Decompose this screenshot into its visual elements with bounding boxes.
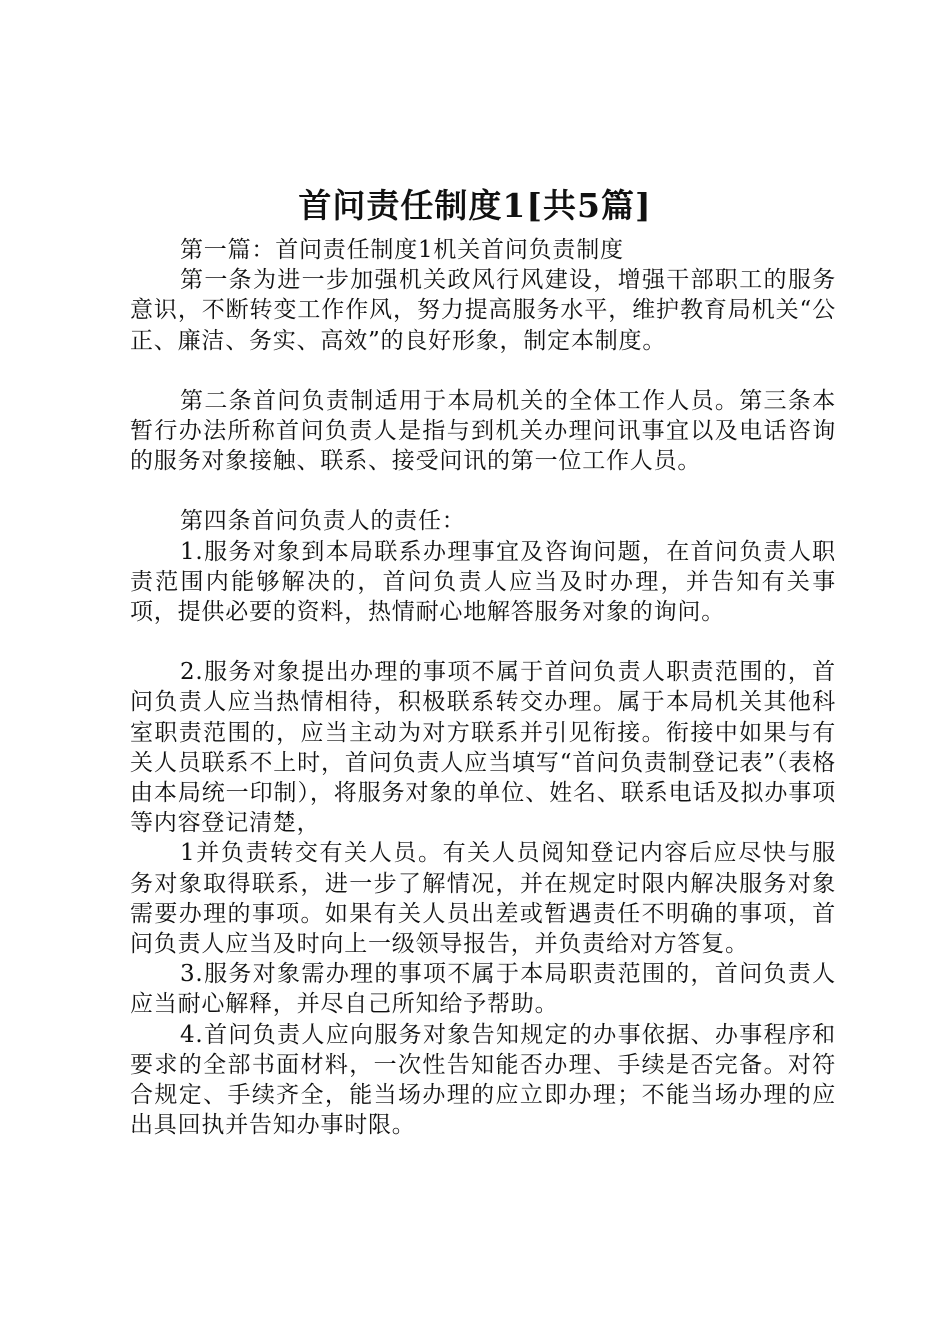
paragraph-item-4: 4.首问负责人应向服务对象告知规定的办事依据、办事程序和要求的全部书面材料，一次性告知能否办理、手续是否完备。对符合规定、手续齐全，能当场办理的应立即办理；不能当场办理的应出具回执并告知办事时限。 xyxy=(130,1021,836,1139)
paragraph-item-2: 2.服务对象提出办理的事项不属于首问负责人职责范围的，首问负责人应当热情相待，积极联系转交办理。属于本局机关其他科室职责范围的，应当主动为对方联系并引见衔接。衔接中如果与有关人员联系不上时，首问负责人应当填写“首问负责制登记表”（表格由本局统一印制），将服务对象的单位、姓名、联系电话及拟办事项等内容登记清楚， xyxy=(130,659,836,837)
paragraph-item-3: 3.服务对象需办理的事项不属于本局职责范围的，首问负责人应当耐心解释，并尽自己所知给予帮助。 xyxy=(130,961,836,1018)
paragraph-article-4: 第四条首问负责人的责任： xyxy=(180,508,466,535)
paragraph-article-2-3: 第二条首问负责制适用于本局机关的全体工作人员。第三条本暂行办法所称首问负责人是指与到机关办理问讯事宜以及电话咨询的服务对象接触、联系、接受问讯的第一位工作人员。 xyxy=(130,387,836,475)
document-body xyxy=(130,235,836,1140)
paragraph-article-1: 第一条为进一步加强机关政风行风建设，增强干部职工的服务意识，不断转变工作作风，努力提高服务水平，维护教育局机关“公正、廉洁、务实、高效”的良好形象，制定本制度。 xyxy=(130,267,836,354)
paragraph-part-heading: 第一篇：首问责任制度1机关首问负责制度 xyxy=(180,237,624,263)
paragraph-item-1: 1.服务对象到本局联系办理事宜及咨询问题，在首问负责人职责范围内能够解决的，首问负责人应当及时办理，并告知有关事项，提供必要的资料，热情耐心地解答服务对象的询问。 xyxy=(130,538,836,626)
document-title: 首问责任制度1[共5篇] xyxy=(298,186,652,225)
paragraph-item-2-continued: 1并负责转交有关人员。有关人员阅知登记内容后应尽快与服务对象取得联系，进一步了解情况，并在规定时限内解决服务对象需要办理的事项。如果有关人员出差或暂遇责任不明确的事项，首问负责人应当及时向上一级领导报告，并负责给对方答复。 xyxy=(130,840,836,958)
